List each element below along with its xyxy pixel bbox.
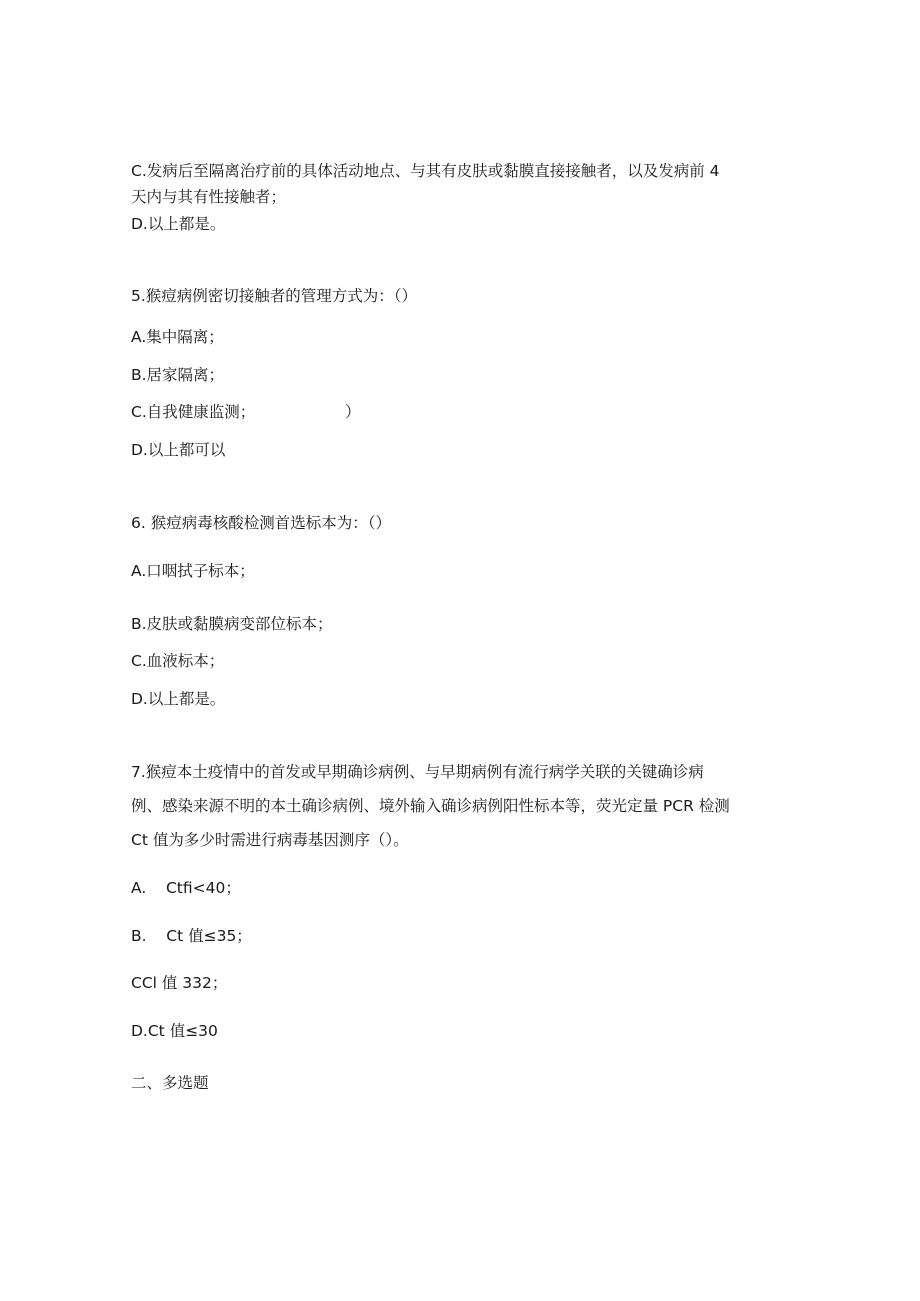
q5-option-b: B.居家隔离； [131,366,225,384]
q4-option-c-line2: 天内与其有性接触者； [131,188,287,206]
q7-option-b: B. Ct 值≤35； [131,927,252,945]
q5-option-c: C.自我健康监测； [131,403,256,421]
q6-option-d: D.以上都是。 [131,690,226,708]
q7-question-line2: 例、感染来源不明的本土确诊病例、境外输入确诊病例阳性标本等，荧光定量 PCR 检测 [131,797,730,815]
q4-option-c-line1: C.发病后至隔离治疗前的具体活动地点、与其有皮肤或黏膜直接接触者，以及发病前 4 [131,162,720,180]
q5-option-a: A.集中隔离； [131,328,224,346]
q7-option-a: A. Ctfi<40； [131,879,241,897]
q7-question-line3: Ct 值为多少时需进行病毒基因测序（）。 [131,831,409,849]
q6-option-c: C.血液标本； [131,652,225,670]
q6-option-b: B.皮肤或黏膜病变部位标本； [131,615,333,633]
q7-option-d: D.Ct 值≤30 [131,1022,218,1040]
section-heading-multiple-choice: 二、多选题 [131,1074,209,1092]
q7-question-line1: 7.猴痘本土疫情中的首发或早期确诊病例、与早期病例有流行病学关联的关键确诊病 [131,763,704,781]
q5-option-d: D.以上都可以 [131,441,226,459]
stray-parenthesis: ） [345,403,361,421]
q4-option-d: D.以上都是。 [131,215,226,233]
q6-option-a: A.口咽拭子标本； [131,562,255,580]
q7-option-c: CCl 值 332； [131,974,228,992]
q6-question: 6. 猴痘病毒核酸检测首选标本为：（） [131,514,391,532]
q5-question: 5.猴痘病例密切接触者的管理方式为：（） [131,287,418,305]
